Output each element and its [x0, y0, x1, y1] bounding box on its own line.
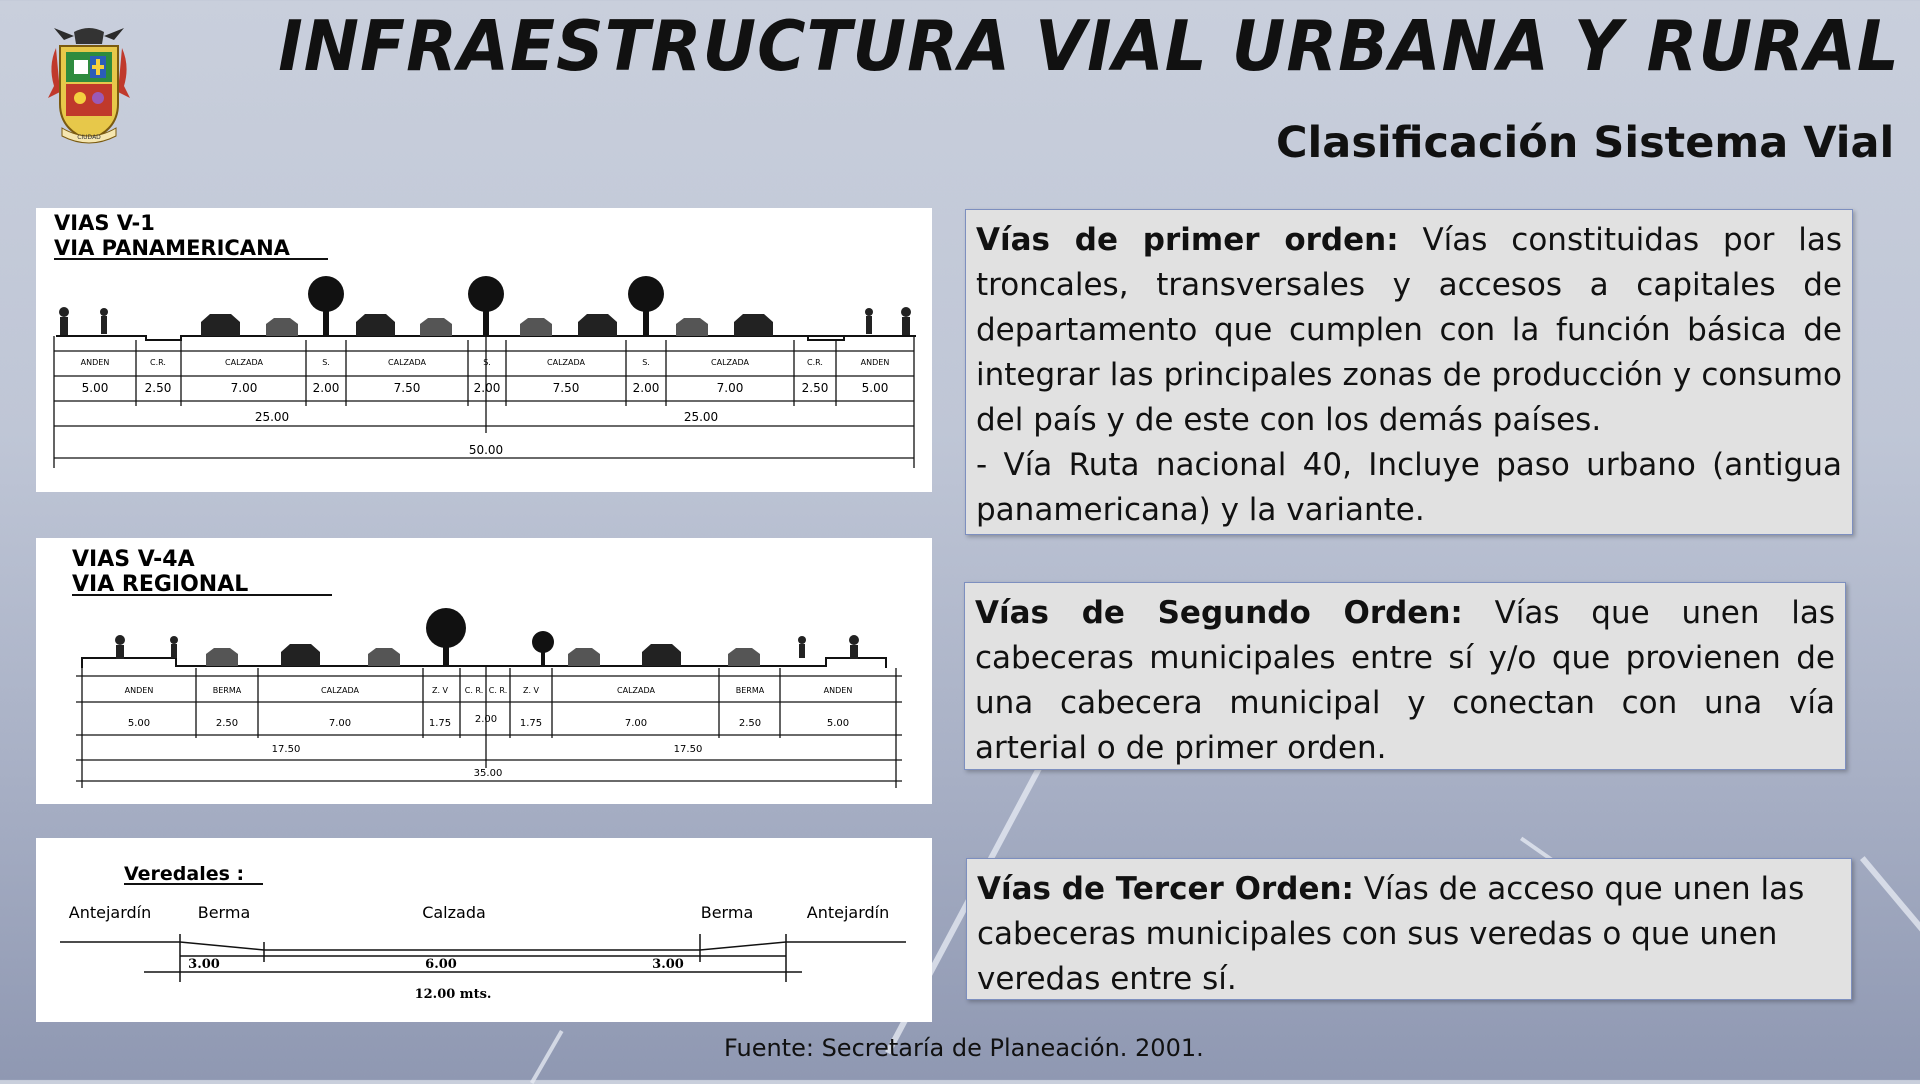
v4a-width-label: 7.00	[328, 718, 352, 729]
v4a-half-right: 17.50	[673, 744, 703, 755]
tercer-orden-heading: Vías de Tercer Orden:	[977, 871, 1354, 907]
v4a-title-line1: VIAS V-4A	[72, 547, 195, 572]
veredales-label: Berma	[700, 903, 754, 922]
v4a-seg-label: C. R.	[464, 686, 484, 695]
primer-orden-body: Vías constituidas por las troncales, transversales y accesos a capitales de departamento que cumplen con la función básica de integrar las principales zonas de producción y consumo del país y de este con los demás países.	[976, 222, 1842, 438]
v1-seg-label: ANDEN	[860, 358, 890, 367]
segundo-orden-box	[964, 582, 1846, 770]
v4a-seg-label: ANDEN	[124, 686, 154, 695]
v1-width-label: 7.00	[716, 381, 744, 395]
v4a-width-label: 2.00	[474, 714, 498, 725]
v1-half-right: 25.00	[683, 410, 719, 424]
v1-seg-label: C.R.	[150, 358, 166, 367]
veredales-label: Antejardín	[68, 903, 152, 922]
v1-width-label: 2.00	[312, 381, 340, 395]
v4a-seg-label: ANDEN	[823, 686, 853, 695]
v4a-width-label: 7.00	[624, 718, 648, 729]
diagram-v4a-regional	[36, 538, 932, 804]
v1-seg-label: S.	[642, 358, 650, 367]
road-marking	[1860, 856, 1920, 1044]
v1-seg-label: S.	[483, 358, 491, 367]
v1-width-label: 5.00	[81, 381, 109, 395]
v1-cross-section-diagram	[36, 208, 932, 492]
veredales-title: Veredales :	[124, 863, 245, 885]
veredales-width: 6.00	[425, 957, 457, 972]
v1-title-line2: VIA PANAMERICANA	[54, 236, 290, 260]
v1-seg-label: CALZADA	[225, 358, 263, 367]
v1-width-label: 2.00	[632, 381, 660, 395]
v4a-half-left: 17.50	[271, 744, 301, 755]
v1-seg-label: C.R.	[807, 358, 823, 367]
v1-width-label: 7.50	[393, 381, 421, 395]
v1-seg-label: CALZADA	[547, 358, 585, 367]
v1-title-line1: VIAS V-1	[54, 211, 155, 235]
tercer-orden-body: Vías de acceso que unen las cabeceras municipales con sus veredas o que unen veredas entre sí.	[977, 871, 1805, 997]
veredales-label: Berma	[197, 903, 251, 922]
page-title: INFRAESTRUCTURA VIAL URBANA Y RURAL	[278, 6, 1900, 87]
v4a-cross-section-diagram	[36, 538, 932, 804]
v4a-width-label: 1.75	[519, 718, 543, 729]
road-marking	[530, 1030, 563, 1084]
v4a-width-label: 2.50	[738, 718, 762, 729]
v1-seg-label: S.	[322, 358, 330, 367]
v4a-seg-label: CALZADA	[617, 686, 655, 695]
v4a-width-label: 1.75	[428, 718, 452, 729]
tercer-orden-box	[966, 858, 1852, 1000]
v1-total: 50.00	[468, 443, 504, 457]
primer-orden-bullet: - Vía Ruta nacional 40, Incluye paso urbano (antigua panamericana) y la variante.	[976, 447, 1842, 528]
veredales-total: 12.00 mts.	[414, 987, 492, 1002]
veredales-label: Antejardín	[806, 903, 890, 922]
primer-orden-heading: Vías de primer orden:	[976, 222, 1399, 258]
v4a-seg-label: BERMA	[212, 686, 242, 695]
veredales-label: Calzada	[422, 903, 486, 922]
v1-width-label: 5.00	[861, 381, 889, 395]
v1-width-label: 2.50	[801, 381, 829, 395]
v4a-seg-label: Z. V	[522, 686, 540, 695]
v4a-total: 35.00	[473, 768, 503, 779]
v1-width-label: 7.00	[230, 381, 258, 395]
diagram-v1-panamericana	[36, 208, 932, 492]
v4a-width-label: 5.00	[127, 718, 151, 729]
primer-orden-box	[965, 209, 1853, 535]
crest-ribbon-text: CIUDAD	[77, 134, 101, 141]
v1-width-label: 2.00	[473, 381, 501, 395]
v1-half-left: 25.00	[254, 410, 290, 424]
v1-seg-label: CALZADA	[388, 358, 426, 367]
v4a-seg-label: CALZADA	[321, 686, 359, 695]
v4a-title-line2: VIA REGIONAL	[72, 572, 249, 597]
v1-width-label: 2.50	[144, 381, 172, 395]
v4a-width-label: 2.50	[215, 718, 239, 729]
v1-seg-label: CALZADA	[711, 358, 749, 367]
v4a-seg-label: C. R.	[488, 686, 508, 695]
page-subtitle: Clasificación Sistema Vial	[1276, 118, 1895, 168]
diagram-veredales	[36, 838, 932, 1022]
veredales-width: 3.00	[188, 957, 220, 972]
v1-seg-label: ANDEN	[80, 358, 110, 367]
segundo-orden-body: Vías que unen las cabeceras municipales entre sí y/o que provienen de una cabecera municipal y conectan con una vía arterial o de primer orden.	[975, 595, 1836, 766]
v4a-seg-label: BERMA	[735, 686, 765, 695]
v1-width-label: 7.50	[552, 381, 580, 395]
veredales-width: 3.00	[652, 957, 684, 972]
v4a-width-label: 5.00	[826, 718, 850, 729]
veredales-cross-section-diagram	[36, 838, 932, 1022]
source-caption: Fuente: Secretaría de Planeación. 2001.	[724, 1034, 1204, 1062]
segundo-orden-heading: Vías de Segundo Orden:	[975, 595, 1463, 631]
v4a-seg-label: Z. V	[431, 686, 449, 695]
municipal-crest-logo	[44, 26, 134, 148]
